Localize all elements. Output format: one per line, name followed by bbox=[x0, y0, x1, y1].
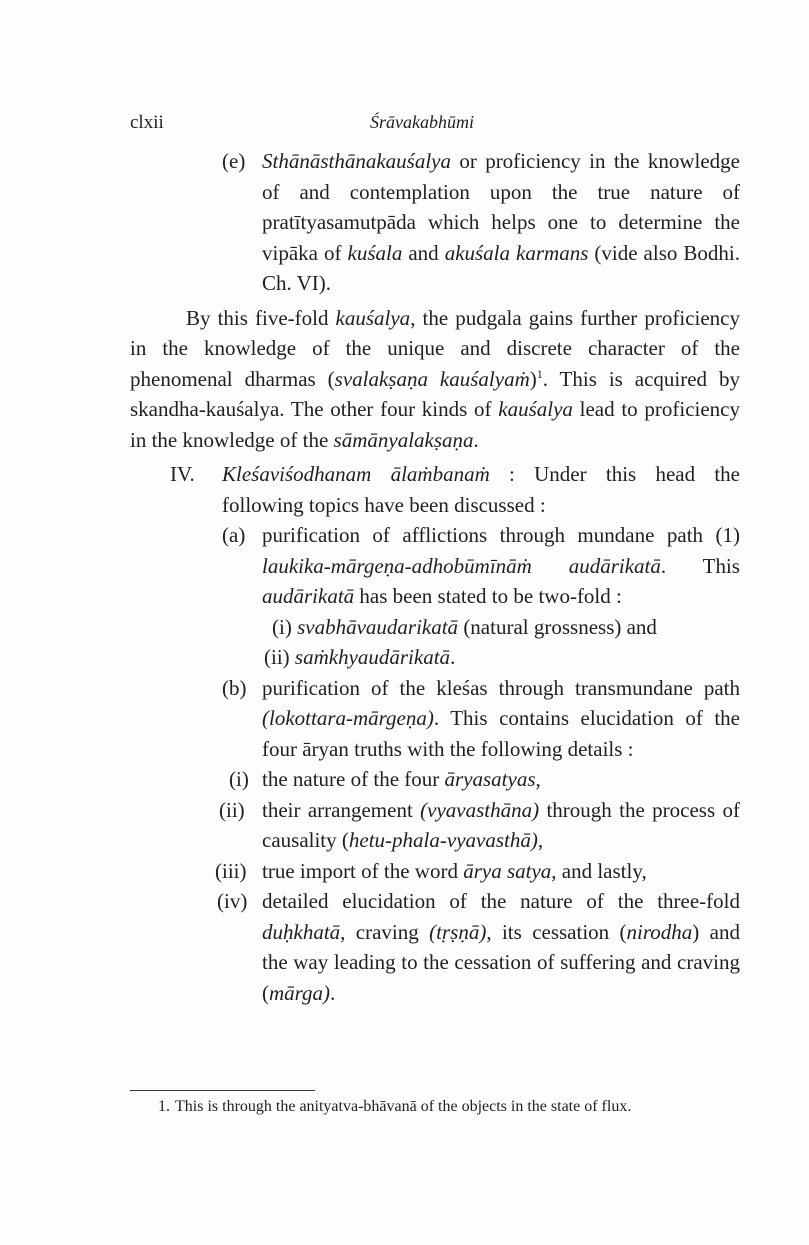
text: , its cessation ( bbox=[486, 919, 627, 944]
term: mārga) bbox=[269, 980, 331, 1005]
text: , bbox=[535, 767, 541, 791]
text: . bbox=[450, 645, 456, 669]
text: or proficiency in the knowledge of and contemplation upon the true nature of pratītyasamutpāda which helps one to determine the vipāka of bbox=[262, 149, 740, 265]
paragraph-1 bbox=[130, 303, 740, 456]
item-e bbox=[222, 146, 740, 299]
item-b-label: (b) bbox=[222, 675, 247, 700]
list-item-iv bbox=[217, 886, 740, 1008]
text: their arrangement bbox=[262, 797, 421, 822]
text: purification of the kleśas through transmundane path bbox=[262, 675, 740, 700]
list-label: (iv) bbox=[217, 889, 248, 913]
text: . bbox=[330, 980, 336, 1005]
text: , and lastly, bbox=[551, 858, 647, 883]
text: through the process of causality ( bbox=[262, 797, 740, 852]
text: detailed elucidation of the nature of the three-fold bbox=[262, 889, 740, 913]
term: duḥkhatā bbox=[262, 919, 341, 944]
term: kauśalya bbox=[498, 397, 573, 421]
term: nirodha bbox=[626, 919, 693, 944]
list-label: (i) bbox=[229, 767, 249, 791]
page-body bbox=[130, 146, 740, 1008]
text: , the pudgala gains further proficiency in the knowledge of the unique and discrete character of the phenomenal dharmas ( bbox=[130, 305, 740, 391]
text: By this five-fold bbox=[186, 305, 336, 330]
term: sāmānyalakṣaṇa bbox=[333, 427, 474, 452]
term: saṁkhyaudārikatā bbox=[294, 645, 451, 669]
footnote-text: This is through the anityatva-bhāvanā of the objects in the state of flux. bbox=[175, 1098, 632, 1115]
footnote-ref: 1 bbox=[536, 366, 543, 381]
term: kuśala bbox=[347, 240, 403, 265]
term: (tṛṣṇā) bbox=[429, 919, 487, 944]
text: ) bbox=[529, 366, 537, 391]
text: . This is acquired by skandha-kauśalya. The other four kinds of bbox=[130, 366, 740, 421]
list-item bbox=[229, 764, 740, 795]
footnote-rule bbox=[130, 1090, 315, 1091]
text: (natural grossness) and bbox=[458, 614, 657, 639]
item-b bbox=[222, 673, 740, 765]
term: (lokottara-mārgeṇa) bbox=[262, 706, 434, 730]
sub-label: (ii) bbox=[264, 645, 290, 669]
term: hetu-phala-vyavasthā) bbox=[348, 828, 538, 852]
text: ) and the way leading to the cessation of suffering and craving ( bbox=[262, 919, 740, 1005]
term: Sthānāsthānakauśalya bbox=[262, 149, 451, 173]
item-a bbox=[222, 520, 740, 673]
term: kauśalya bbox=[335, 305, 411, 330]
text: the nature of the four bbox=[262, 767, 445, 791]
item-a-sub-1 bbox=[272, 612, 740, 643]
item-e-label: (e) bbox=[222, 149, 246, 173]
footnote-label: 1. bbox=[158, 1098, 170, 1115]
text: , craving bbox=[340, 919, 430, 944]
term: laukika-mārgeṇa-adhobūmīnāṁ audārikatā bbox=[262, 553, 661, 578]
term: svabhāvaudarikatā bbox=[297, 614, 459, 639]
list-item bbox=[219, 795, 740, 856]
text: : Under this head the following topics have been discussed : bbox=[222, 462, 741, 517]
term: āryasatyas bbox=[444, 767, 536, 791]
sub-label: (i) bbox=[272, 614, 292, 639]
list-label: (iii) bbox=[215, 858, 247, 883]
text: and bbox=[402, 240, 445, 265]
text: . bbox=[473, 427, 479, 452]
text: (vide also Bodhi. Ch. VI). bbox=[262, 240, 740, 295]
term: (vyavasthāna) bbox=[420, 797, 540, 822]
term: Kleśaviśodhanam ālaṁbanaṁ bbox=[222, 462, 490, 486]
footnote bbox=[158, 1095, 740, 1119]
term: svalakṣaṇa kauśalyaṁ bbox=[334, 366, 530, 391]
item-a-sub-2 bbox=[264, 642, 740, 673]
list-item bbox=[215, 856, 740, 887]
text: has been stated to be two-fold : bbox=[354, 584, 622, 608]
text: , bbox=[537, 828, 544, 852]
text: true import of the word bbox=[262, 858, 464, 883]
list-label: (ii) bbox=[219, 797, 245, 822]
text: lead to proficiency in the knowledge of the bbox=[130, 397, 740, 452]
running-title: Śrāvakabhūmi bbox=[370, 112, 474, 132]
term: audārikatā bbox=[262, 584, 355, 608]
term: ārya satya bbox=[463, 858, 552, 883]
text: purification of afflictions through mundane path (1) bbox=[262, 523, 740, 547]
term: akuśala karmans bbox=[444, 240, 589, 265]
section-iv bbox=[170, 459, 741, 520]
text: . This contains elucidation of the four āryan truths with the following details : bbox=[262, 706, 740, 761]
text: . This bbox=[660, 553, 740, 578]
page-number: clxii bbox=[130, 112, 164, 133]
item-a-label: (a) bbox=[222, 523, 246, 547]
section-iv-label: IV. bbox=[170, 462, 195, 486]
